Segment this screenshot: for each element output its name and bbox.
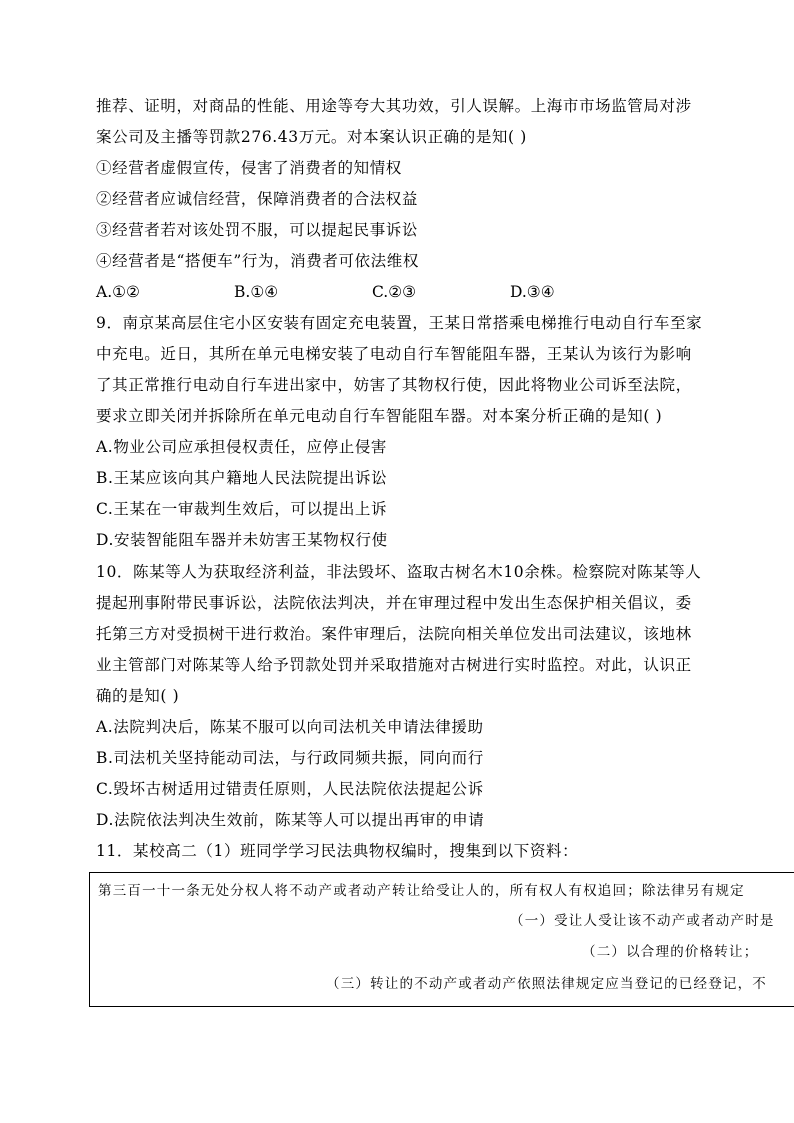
q8-statement-4: ④经营者是“搭便车”行为，消费者可依法维权	[96, 252, 419, 270]
legal-text-box	[89, 872, 794, 1007]
q9-stem-line-4: 要求立即关闭并拆除所在单元电动自行车智能阻车器。对本案分析正确的是知( )	[96, 407, 663, 425]
q9-option-c: C.王某在一审裁判生效后，可以提出上诉	[96, 500, 388, 518]
q9-option-a: A.物业公司应承担侵权责任，应停止侵害	[96, 438, 388, 456]
q8-statement-3: ③经营者若对该处罚不服，可以提起民事诉讼	[96, 221, 419, 239]
q10-option-d: D.法院依法判决生效前，陈某等人可以提出再审的申请	[96, 811, 485, 829]
q8-stem-line-1: 推荐、证明，对商品的性能、用途等夸大其功效，引人误解。上海市市场监管局对涉	[96, 97, 692, 115]
q10-stem-line-1: 10．陈某等人为获取经济利益，非法毁坏、盗取古树名木10余株。检察院对陈某等人	[96, 563, 702, 581]
q10-stem-line-5: 确的是知( )	[96, 687, 180, 705]
q8-option-b: B.①④	[234, 283, 279, 301]
q10-option-c: C.毁坏古树适用过错责任原则，人民法院依法提起公诉	[96, 780, 484, 798]
q9-option-d: D.安装智能阻车器并未妨害王某物权行使	[96, 531, 388, 549]
q9-stem-line-3: 了其正常推行电动自行车进出家中，妨害了其物权行使，因此将物业公司诉至法院，	[96, 376, 692, 394]
legal-text-line-1: 第三百一十一条无处分权人将不动产或者动产转让给受让人的，所有权人有权追回；除法律另有规定	[98, 883, 745, 899]
q8-option-c: C.②③	[372, 283, 417, 301]
q10-stem-line-4: 业主管部门对陈某等人给予罚款处罚并采取措施对古树进行实时监控。对此，认识正	[96, 656, 692, 674]
q9-stem-line-2: 中充电。近日，其所在单元电梯安装了电动自行车智能阻车器，王某认为该行为影响	[96, 345, 692, 363]
q10-stem-line-3: 托第三方对受损树干进行救治。案件审理后，法院向相关单位发出司法建议，该地林	[96, 625, 692, 643]
q8-option-a: A.①②	[96, 283, 140, 301]
q8-statement-2: ②经营者应诚信经营，保障消费者的合法权益	[96, 190, 419, 208]
legal-text-line-3: （二）以合理的价格转让；	[582, 944, 759, 960]
q10-option-a: A.法院判决后，陈某不服可以向司法机关申请法律援助	[96, 718, 484, 736]
q10-option-b: B.司法机关坚持能动司法，与行政同频共振，同向而行	[96, 749, 484, 767]
legal-text-line-4: （三）转让的不动产或者动产依照法律规定应当登记的已经登记，不	[326, 976, 767, 992]
q8-stem-line-2: 案公司及主播等罚款276.43万元。对本案认识正确的是知( )	[96, 128, 527, 146]
q8-statement-1: ①经营者虚假宣传，侵害了消费者的知情权	[96, 159, 402, 177]
q11-stem: 11．某校高二（1）班同学学习民法典物权编时，搜集到以下资料：	[96, 842, 579, 860]
q9-stem-line-1: 9．南京某高层住宅小区安装有固定充电装置，王某日常搭乘电梯推行电动自行车至家	[96, 314, 703, 332]
legal-text-line-2: （一）受让人受让该不动产或者动产时是	[510, 913, 775, 929]
q9-option-b: B.王某应该向其户籍地人民法院提出诉讼	[96, 469, 388, 487]
q8-option-d: D.③④	[510, 283, 555, 301]
q10-stem-line-2: 提起刑事附带民事诉讼，法院依法判决，并在审理过程中发出生态保护相关倡议，委	[96, 594, 692, 612]
